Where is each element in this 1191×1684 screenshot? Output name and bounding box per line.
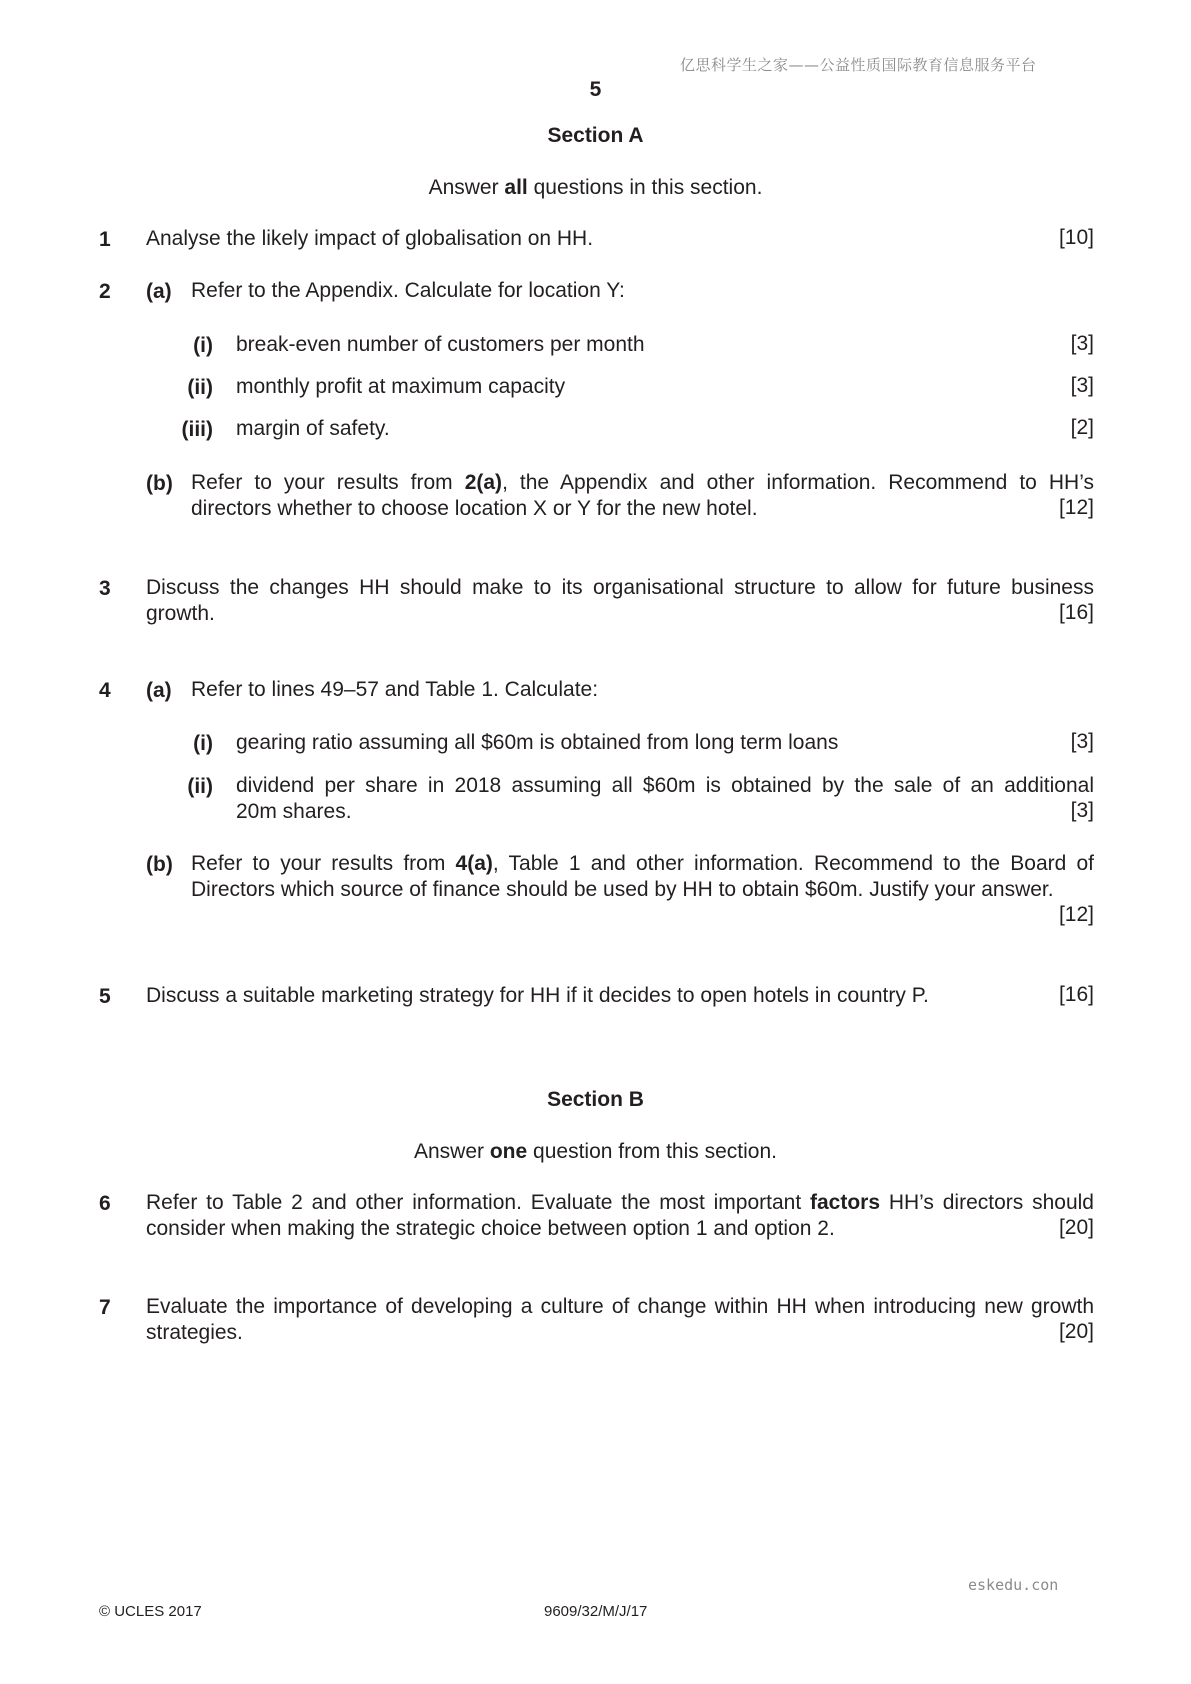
question-2a-ii-text: monthly profit at maximum capacity (236, 375, 566, 398)
question-7-line-1: Evaluate the importance of developing a culture of change within HH when introducing new growth (146, 1295, 1094, 1318)
question-3-line-1: Discuss the changes HH should make to its organisational structure to allow for future business (146, 576, 1094, 599)
question-2a-ii-label: (ii) (187, 376, 213, 399)
question-4a-text: Refer to lines 49–57 and Table 1. Calculate: (191, 678, 599, 701)
question-7-number: 7 (99, 1296, 111, 1319)
footer-copyright: © UCLES 2017 (99, 1603, 202, 1620)
question-2a-i-marks: [3] (1070, 332, 1094, 355)
section-b-instruction: Answer one question from this section. (414, 1140, 777, 1163)
question-3-marks: [16] (1058, 601, 1094, 624)
question-4-number: 4 (99, 679, 111, 702)
question-4a-ii-marks: [3] (1070, 799, 1094, 822)
question-7-line-2: strategies. (146, 1321, 243, 1344)
question-2a-label: (a) (146, 280, 172, 303)
question-2a-i-text: break-even number of customers per month (236, 333, 645, 356)
question-2a-iii-text: margin of safety. (236, 417, 390, 440)
question-2a-i-label: (i) (193, 334, 213, 357)
question-5-marks: [16] (1058, 983, 1094, 1006)
question-5-number: 5 (99, 985, 111, 1008)
question-1-text: Analyse the likely impact of globalisation on HH. (146, 227, 594, 250)
page-number: 5 (589, 78, 602, 101)
section-a-title: Section A (547, 124, 644, 147)
question-2b-line-2: directors whether to choose location X or Y for the new hotel. (191, 497, 758, 520)
question-4a-i-text: gearing ratio assuming all $60m is obtained from long term loans (236, 731, 839, 754)
section-a-instruction: Answer all questions in this section. (428, 176, 763, 199)
question-3-number: 3 (99, 577, 111, 600)
question-2-number: 2 (99, 280, 111, 303)
question-2a-iii-label: (iii) (181, 418, 213, 441)
question-2b-marks: [12] (1058, 496, 1094, 519)
question-2a-text: Refer to the Appendix. Calculate for location Y: (191, 279, 625, 302)
question-1-number: 1 (99, 228, 111, 251)
question-5-text: Discuss a suitable marketing strategy for HH if it decides to open hotels in country P. (146, 984, 929, 1007)
question-4a-label: (a) (146, 679, 172, 702)
watermark-header: 亿思科学生之家——公益性质国际教育信息服务平台 (680, 56, 1037, 74)
question-2b-label: (b) (146, 472, 173, 495)
question-6-line-1: Refer to Table 2 and other information. Evaluate the most important factors HH’s directors should (146, 1191, 1094, 1214)
question-1-marks: [10] (1058, 226, 1094, 249)
question-2b-line-1: Refer to your results from 2(a), the Appendix and other information. Recommend to HH’s (191, 471, 1094, 494)
question-4a-ii-line-1: dividend per share in 2018 assuming all $60m is obtained by the sale of an additional (236, 774, 1094, 797)
question-6-line-2: consider when making the strategic choice between option 1 and option 2. (146, 1217, 835, 1240)
watermark-footer: eskedu.con (968, 1576, 1059, 1594)
section-b-title: Section B (547, 1088, 644, 1111)
question-2a-ii-marks: [3] (1070, 374, 1094, 397)
question-4a-ii-label: (ii) (187, 775, 213, 798)
question-4b-line-1: Refer to your results from 4(a), Table 1 and other information. Recommend to the Board of (191, 852, 1095, 875)
question-7-marks: [20] (1058, 1320, 1094, 1343)
question-4a-i-label: (i) (193, 732, 213, 755)
question-4b-marks: [12] (1058, 903, 1094, 926)
question-4b-line-2: Directors which source of finance should be used by HH to obtain $60m. Justify your answer. (191, 878, 1054, 901)
question-2a-iii-marks: [2] (1070, 416, 1094, 439)
question-4a-ii-line-2: 20m shares. (236, 800, 352, 823)
question-6-number: 6 (99, 1192, 111, 1215)
question-3-line-2: growth. (146, 602, 215, 625)
question-4b-label: (b) (146, 853, 173, 876)
question-6-marks: [20] (1058, 1216, 1094, 1239)
question-4a-i-marks: [3] (1070, 730, 1094, 753)
footer-paper-code: 9609/32/M/J/17 (544, 1603, 648, 1620)
